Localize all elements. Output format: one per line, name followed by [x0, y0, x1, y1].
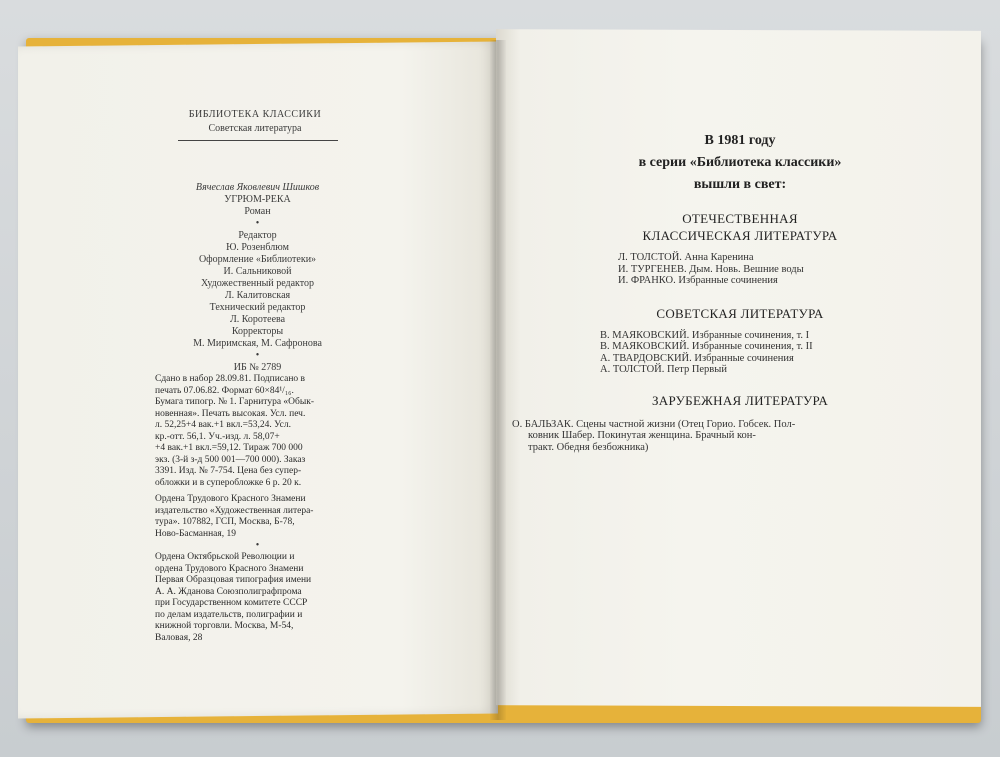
bullet-separator: • [255, 218, 260, 229]
list-item: О. БАЛЬЗАК. Сцены частной жизни (Отец Горио. Гобсек. Пол- [512, 418, 796, 430]
book-spine [490, 40, 506, 720]
book-genre: Роман [244, 206, 271, 217]
ib-number: ИБ № 2789 [233, 362, 282, 373]
bullet-separator: • [255, 540, 260, 551]
series-title: БИБЛИОТЕКА КЛАССИКИ [188, 109, 322, 120]
art-editor-name: Л. Калитовская [224, 290, 291, 301]
section-title: КЛАССИЧЕСКАЯ ЛИТЕРАТУРА [642, 228, 838, 243]
divider [178, 140, 338, 141]
proofreaders-names: М. Миримская, М. Сафронова [193, 338, 322, 349]
publisher-info: Ордена Трудового Красного Знамени издательство «Художественная литера- тура». 107882, ГСП, Москва, Б-78, Ново-Басманная, 19 [155, 494, 314, 539]
design-name: И. Сальниковой [223, 266, 292, 277]
book-title: УГРЮМ-РЕКА [224, 194, 291, 205]
heading-year: В 1981 году [704, 133, 776, 148]
list-item: ковник Шабер. Покинутая женщина. Брачный кон- [528, 430, 756, 441]
author-name: Вячеслав Яковлевич Шишков [195, 182, 320, 193]
list-item: И. ТУРГЕНЕВ. Дым. Новь. Вешние воды [618, 263, 804, 275]
list-item: В. МАЯКОВСКИЙ. Избранные сочинения, т. II [600, 341, 813, 352]
bullet-separator: • [255, 350, 260, 361]
design-label: Оформление «Библиотеки» [198, 254, 317, 265]
list-item: А. ТОЛСТОЙ. Петр Первый [600, 364, 727, 375]
section-title: СОВЕТСКАЯ ЛИТЕРАТУРА [656, 305, 824, 321]
series-subtitle: Советская литература [208, 123, 302, 134]
proofreaders-label: Корректоры [231, 326, 284, 337]
editor-name: Ю. Розенблюм [226, 242, 289, 253]
editor-label: Редактор [238, 230, 277, 241]
art-editor-label: Художественный редактор [201, 278, 314, 289]
section-title: ОТЕЧЕСТВЕННАЯ [682, 211, 798, 226]
section-title: ЗАРУБЕЖНАЯ ЛИТЕРАТУРА [651, 392, 829, 408]
print-details: Сдано в набор 28.09.81. Подписано в печать 07.06.82. Формат 60×84¹/₁₆. Бумага типогр. № 1. Гарнитура «Обык- новенная». Печать высокая. Усл. печ. л. 52,25+4 вак.+1 вкл.=53,24. Усл. кр.-отт. 56,1. Уч.-изд. л. 58,07+ +4 вак.+1 вкл.=59,12. Тираж 700 000 экз. (3-й з-д 500 001—700 000). Заказ 3391. Изд. № 7-754. Цена без супер- обложки и в суперобложке 6 р. 20 к. [155, 374, 315, 488]
published-list [512, 130, 880, 453]
heading-series: в серии «Библиотека классики» [638, 155, 842, 170]
tech-editor-label: Технический редактор [209, 302, 306, 313]
imprint-block [150, 182, 365, 644]
heading-released: вышли в свет: [693, 177, 787, 192]
list-item: тракт. Обедня безбожника) [528, 441, 649, 453]
list-item: И. ФРАНКО. Избранные сочинения [618, 275, 778, 286]
tech-editor-name: Л. Коротеева [229, 314, 286, 325]
printer-info: Ордена Октябрьской Революции и ордена Трудового Красного Знамени Первая Образцовая типография имени А. А. Жданова Союзполиграфпрома при Государственном комитете СССР по делам издательств, полиграфии и книжной торговли. Москва, М-54, Валовая, 28 [155, 552, 312, 643]
list-item: В. МАЯКОВСКИЙ. Избранные сочинения, т. I [600, 329, 810, 341]
list-item: Л. ТОЛСТОЙ. Анна Каренина [618, 252, 754, 263]
list-item: А. ТВАРДОВСКИЙ. Избранные сочинения [600, 352, 794, 364]
